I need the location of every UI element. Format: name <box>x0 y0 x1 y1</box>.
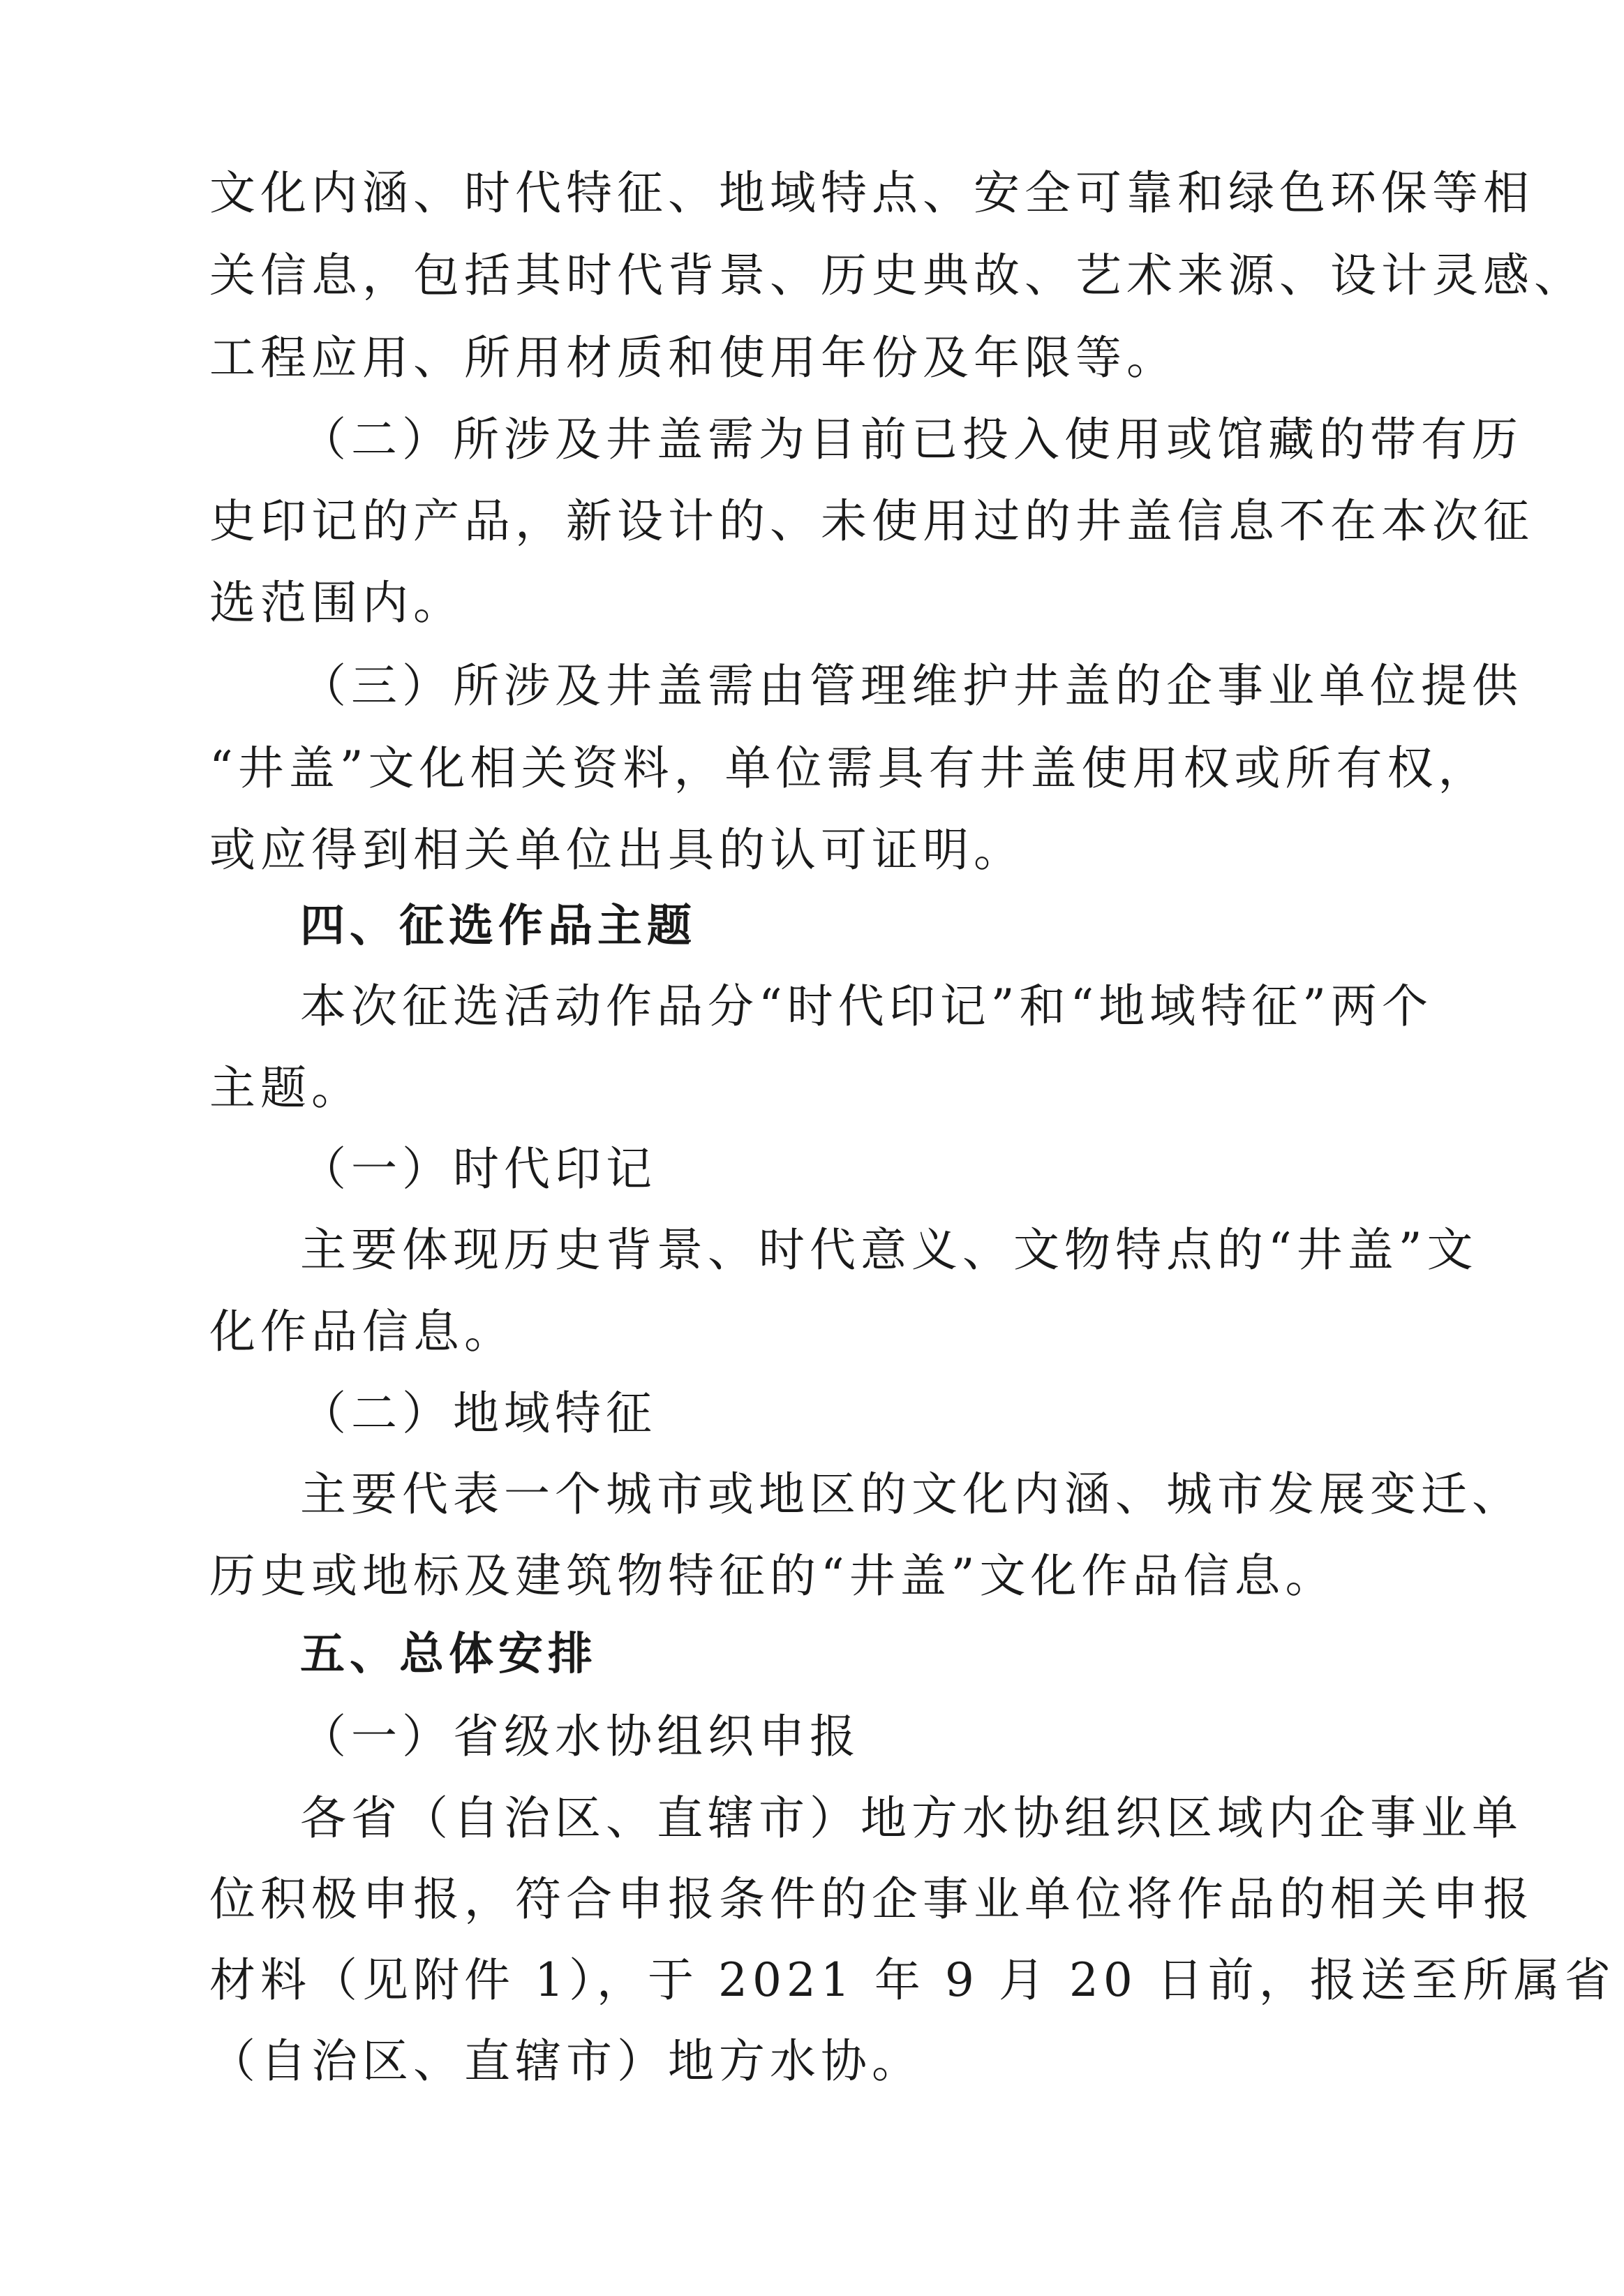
subsection-heading: （一）时代印记 <box>300 1142 657 1196</box>
paragraph-line: 文化内涵、时代特征、地域特点、安全可靠和绿色环保等相 <box>209 166 1534 220</box>
paragraph-line: （三）所涉及井盖需由管理维护井盖的企事业单位提供 <box>300 659 1523 713</box>
paragraph-line: 材料（见附件 1），于 2021 年 9 月 20 日前，报送至所属省 <box>209 1953 1616 2007</box>
paragraph-line: 历史或地标及建筑物特征的“井盖”文化作品信息。 <box>209 1549 1336 1603</box>
paragraph-line: 或应得到相关单位出具的认可证明。 <box>209 823 1025 877</box>
paragraph-line: 主要代表一个城市或地区的文化内涵、城市发展变迁、 <box>300 1467 1523 1521</box>
paragraph-line: 选范围内。 <box>209 576 464 630</box>
subsection-heading: （二）地域特征 <box>300 1386 657 1440</box>
paragraph-line: 位积极申报，符合申报条件的企事业单位将作品的相关申报 <box>209 1872 1534 1926</box>
paragraph-line: 主要体现历史背景、时代意义、文物特点的“井盖”文 <box>300 1223 1478 1277</box>
paragraph-line: 工程应用、所用材质和使用年份及年限等。 <box>209 331 1177 385</box>
paragraph-line: 各省（自治区、直辖市）地方水协组织区域内企事业单 <box>300 1791 1523 1845</box>
subsection-heading: （一）省级水协组织申报 <box>300 1710 861 1763</box>
paragraph-line: 史印记的产品，新设计的、未使用过的井盖信息不在本次征 <box>209 494 1534 548</box>
section-heading: 四、征选作品主题 <box>300 901 696 952</box>
paragraph-line: 关信息，包括其时代背景、历史典故、艺术来源、设计灵感、 <box>209 249 1585 302</box>
paragraph-line: （二）所涉及井盖需为目前已投入使用或馆藏的带有历 <box>300 413 1523 466</box>
paragraph-line: 化作品信息。 <box>209 1305 515 1358</box>
paragraph-line: 本次征选活动作品分“时代印记”和“地域特征”两个 <box>300 979 1433 1033</box>
paragraph-line: 主题。 <box>209 1061 362 1115</box>
paragraph-line: （自治区、直辖市）地方水协。 <box>209 2034 923 2088</box>
section-heading: 五、总体安排 <box>300 1629 597 1680</box>
paragraph-line: “井盖”文化相关资料，单位需具有井盖使用权或所有权， <box>209 741 1489 795</box>
